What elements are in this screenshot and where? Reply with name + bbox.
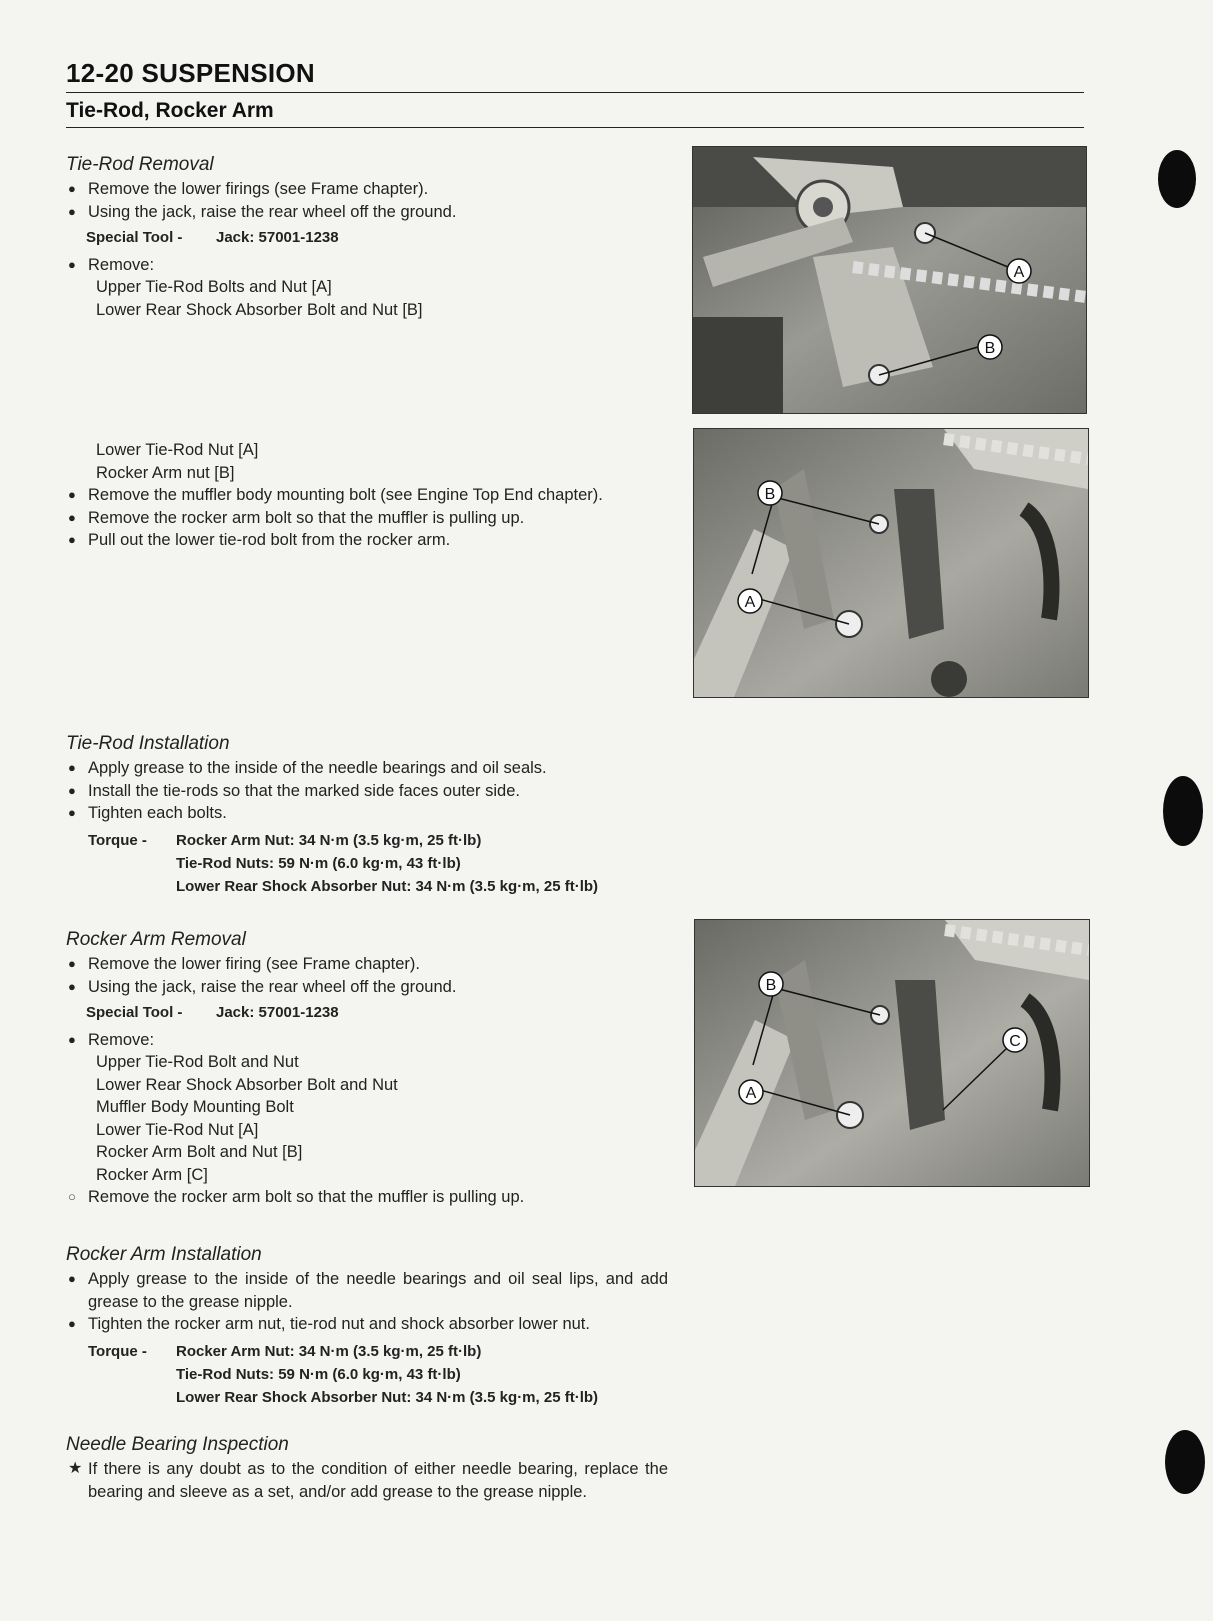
section-heading: Tie-Rod Removal [66,154,214,175]
section-heading: Rocker Arm Installation [66,1244,262,1265]
torque-value: Tie-Rod Nuts: 59 N·m (6.0 kg·m, 43 ft·lb) [176,1365,461,1383]
list-item: ● Remove: [68,255,155,274]
list-item: Rocker Arm [C] [96,1165,208,1184]
binder-hole [1165,1430,1205,1494]
callout-b: B [765,977,777,994]
list-item: Rocker Arm Bolt and Nut [B] [96,1143,303,1161]
callout-c: C [1009,1033,1021,1050]
list-item: ● Remove the lower firings (see Frame chapter). [68,180,429,198]
suspension-photo-3 [694,919,1090,1187]
list-item: ● Install the tie-rods so that the marked side faces outer side. [68,781,520,800]
list-item: ★ If there is any doubt as to the condition of either needle bearing, replace the bearing and sleeve as a set, and/or add grease to the grease nipple. [68,1460,668,1501]
list-item: Lower Tie-Rod Nut [A] [96,1120,259,1139]
callout-a: A [744,594,756,611]
list-item: Upper Tie-Rod Bolts and Nut [A] [96,278,332,296]
list-item: ○ Remove the rocker arm bolt so that the muffler is pulling up. [68,1188,525,1206]
list-item: ● Remove the muffler body mounting bolt (see Engine Top End chapter). [68,486,603,504]
list-item: ● Remove the rocker arm bolt so that the muffler is pulling up. [68,508,525,527]
list-item: ● Using the jack, raise the rear wheel off the ground. [68,977,457,996]
list-item: ● Tighten the rocker arm nut, tie-rod nut and shock absorber lower nut. [68,1315,590,1333]
list-item: ● Using the jack, raise the rear wheel off the ground. [68,202,457,221]
torque-value: Tie-Rod Nuts: 59 N·m (6.0 kg·m, 43 ft·lb) [176,854,461,872]
tie-rod-installation-section [66,731,666,898]
list-item: Muffler Body Mounting Bolt [96,1098,294,1116]
callout-a: A [1013,264,1025,281]
list-item: Lower Rear Shock Absorber Bolt and Nut [96,1075,398,1094]
list-item: ● Remove: [68,1030,155,1049]
torque-value: Rocker Arm Nut: 34 N·m (3.5 kg·m, 25 ft·lb) [176,831,482,849]
suspension-photo-2 [693,428,1089,698]
special-tool: Special Tool - Jack: 57001-1238 [86,229,339,246]
rocker-arm-installation-section [66,1242,668,1409]
torque-value: Lower Rear Shock Absorber Nut: 34 N·m (3.5 kg·m, 25 ft·lb) [176,877,599,895]
callout-b: B [984,340,996,357]
torque-spec: Torque - Rocker Arm Nut: 34 N·m (3.5 kg·m, 25 ft·lb) Tie-Rod Nuts: 59 N·m (6.0 kg·m, 43 ft·lb) Lower Rear Shock Absorber Nut: 34 N·m (3.5 kg·m, 25 ft·lb) [66,829,666,898]
section-heading: Rocker Arm Removal [66,929,246,950]
section-heading: Tie-Rod Installation [66,733,230,754]
rocker-arm-removal-section [66,927,666,1209]
section-heading: Needle Bearing Inspection [66,1434,289,1455]
page-header [66,56,1084,128]
list-item: Lower Tie-Rod Nut [A] [96,441,259,459]
binder-hole [1163,776,1203,846]
section-title: Tie-Rod, Rocker Arm [66,99,274,122]
list-item: Upper Tie-Rod Bolt and Nut [96,1053,299,1071]
callout-b: B [764,486,776,503]
needle-bearing-section [66,1432,668,1503]
callout-a: A [745,1085,757,1102]
list-item: ● Tighten each bolts. [68,804,227,822]
tie-rod-removal-cont [66,439,664,552]
torque-value: Rocker Arm Nut: 34 N·m (3.5 kg·m, 25 ft·lb) [176,1342,482,1360]
header-rule [66,127,1084,128]
torque-value: Lower Rear Shock Absorber Nut: 34 N·m (3.5 kg·m, 25 ft·lb) [176,1388,599,1406]
list-item: ● Apply grease to the inside of the needle bearings and oil seal lips, and add grease to the grease nipple. [68,1270,668,1311]
suspension-photo-1 [692,146,1087,414]
list-item: Lower Rear Shock Absorber Bolt and Nut [B] [96,300,423,319]
special-tool: Special Tool - Jack: 57001-1238 [86,1004,339,1021]
binder-hole [1158,150,1196,208]
page-title: 12-20 SUSPENSION [66,58,316,88]
photo-illustration [693,147,1086,413]
list-item: Rocker Arm nut [B] [96,463,235,482]
list-item: ● Apply grease to the inside of the needle bearings and oil seals. [68,759,547,777]
torque-spec: Torque - Rocker Arm Nut: 34 N·m (3.5 kg·m, 25 ft·lb) Tie-Rod Nuts: 59 N·m (6.0 kg·m, 43 ft·lb) Lower Rear Shock Absorber Nut: 34 N·m (3.5 kg·m, 25 ft·lb) [66,1340,668,1409]
tie-rod-removal-section [66,152,666,321]
list-item: ● Remove the lower firing (see Frame chapter). [68,955,420,973]
photo-illustration [694,429,1088,697]
photo-illustration [695,920,1089,1186]
header-rule [66,92,1084,93]
list-item: ● Pull out the lower tie-rod bolt from the rocker arm. [68,531,451,549]
